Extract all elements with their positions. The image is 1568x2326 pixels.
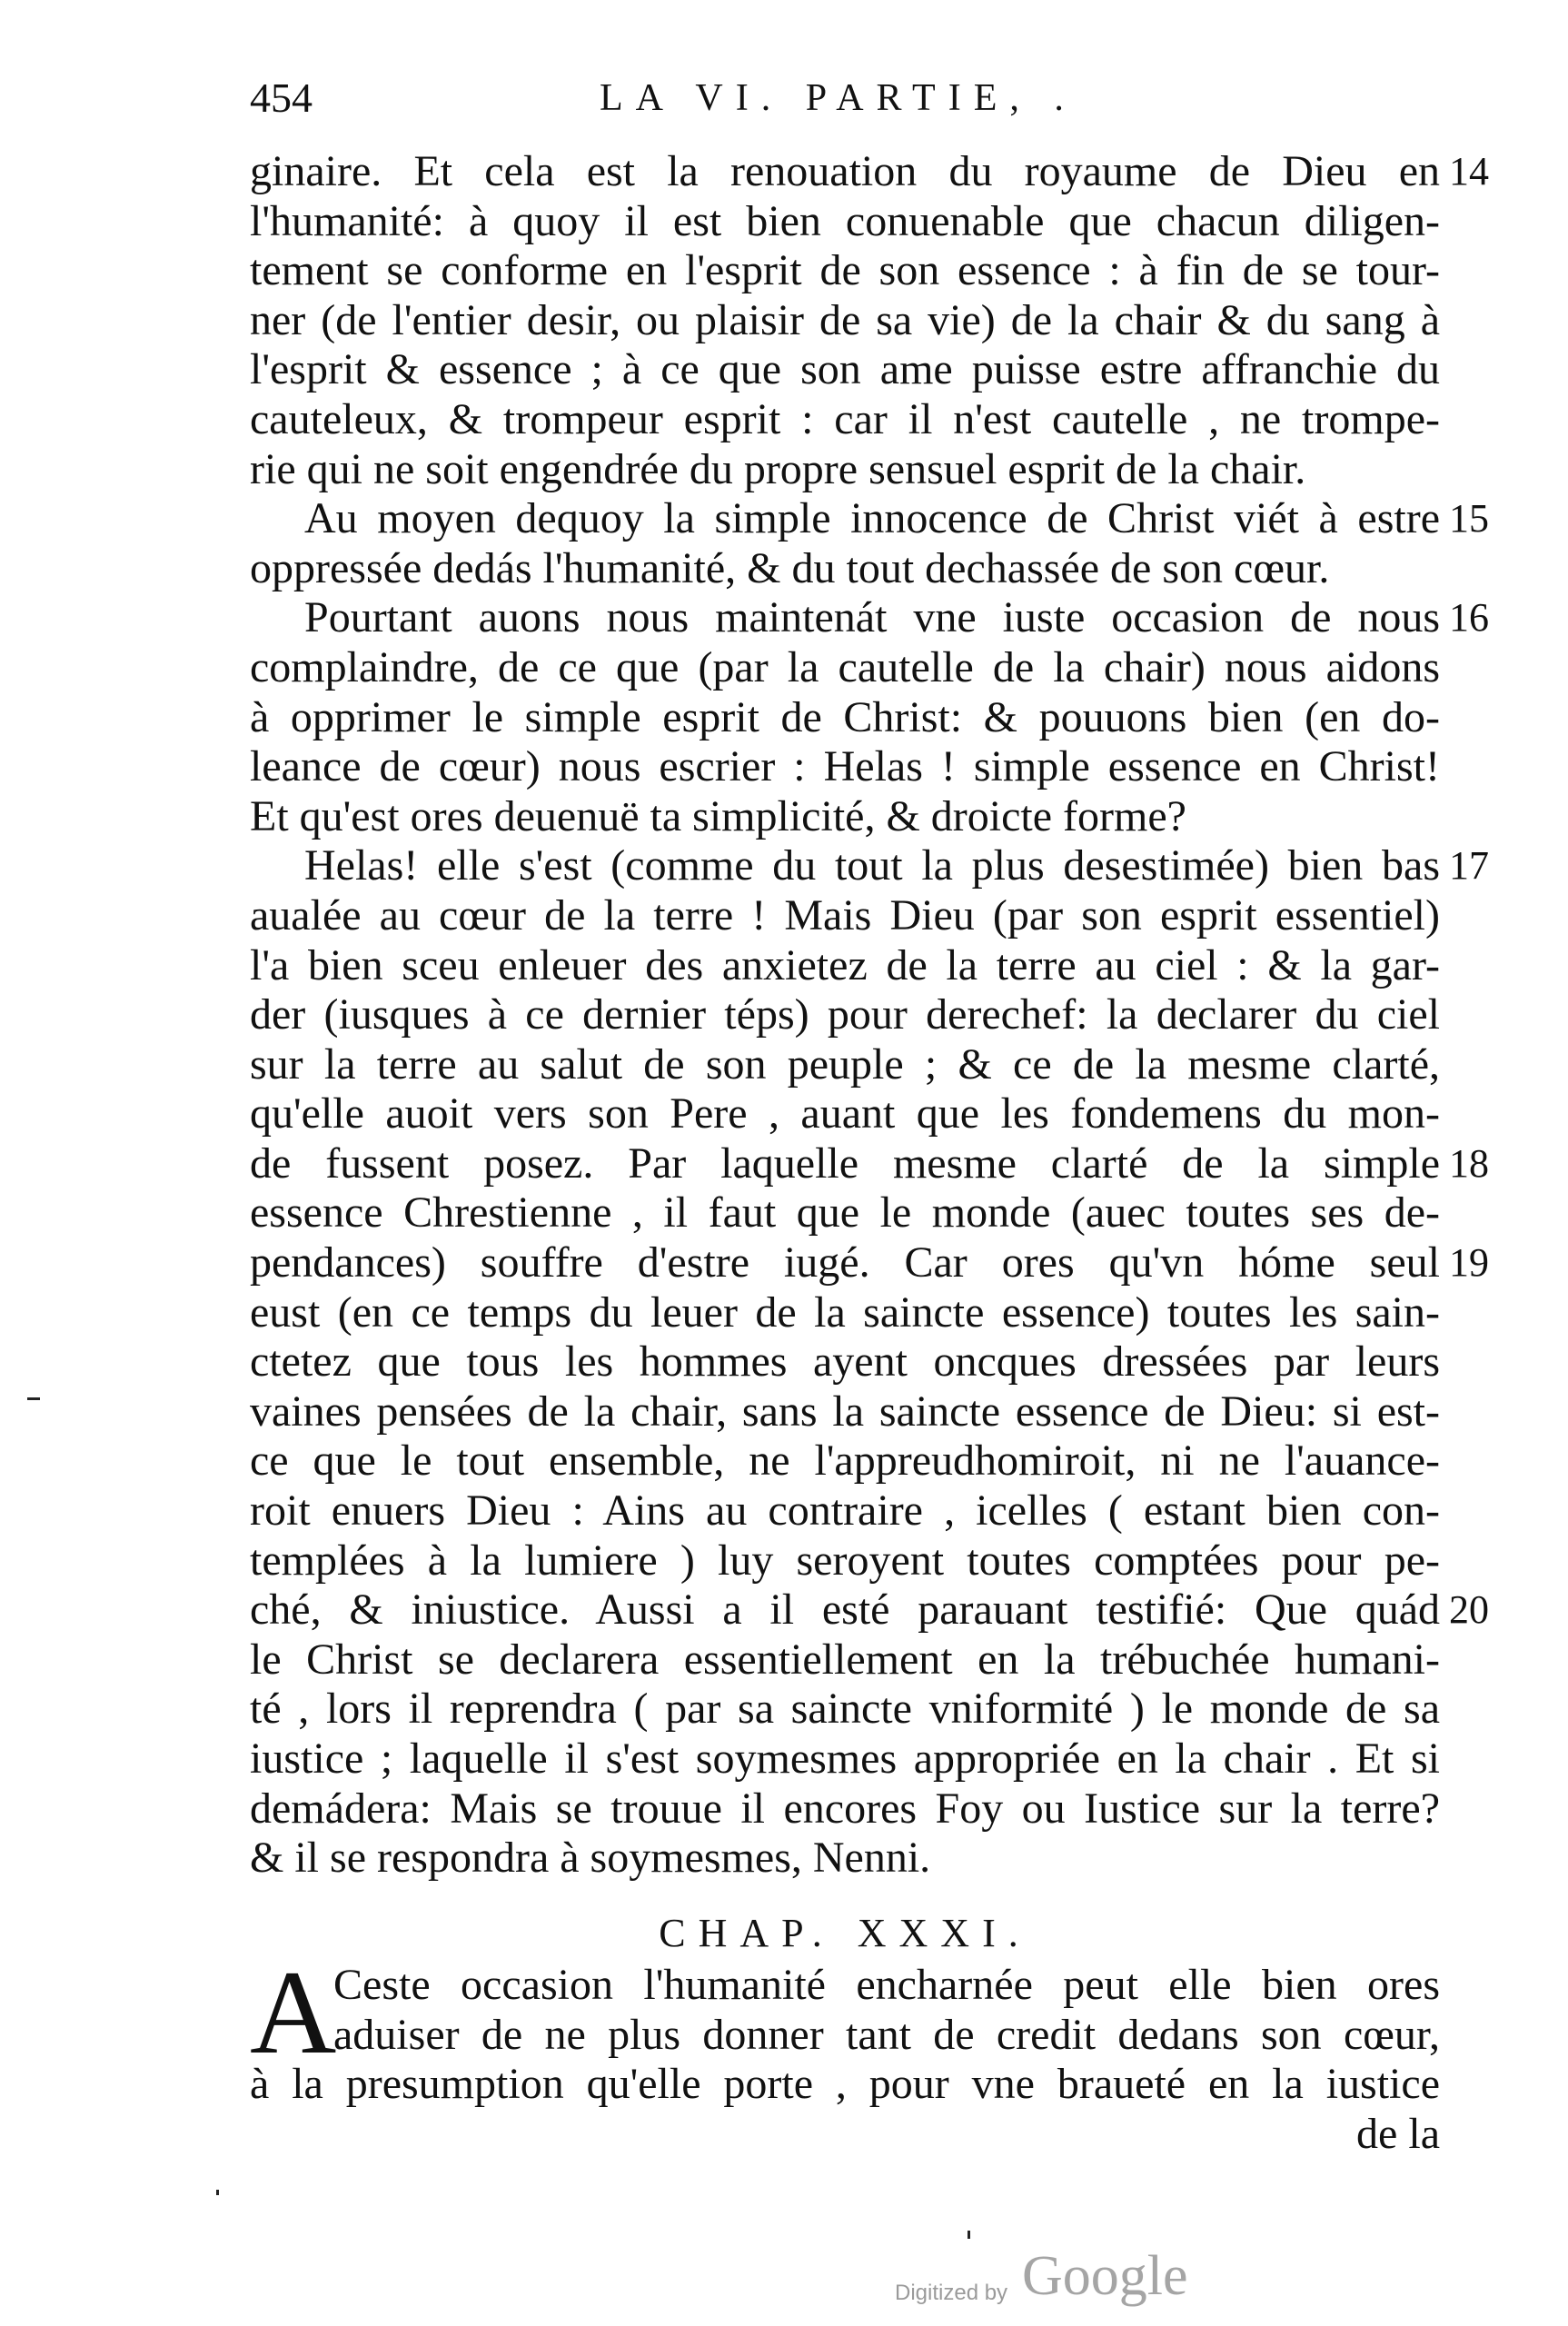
margin-mark — [968, 2231, 970, 2239]
text-line: Et qu'est ores deuenuë ta simplicité, & droicte forme? — [250, 791, 1186, 840]
text-line: der (iusques à ce dernier téps) pour derechef: la declarer du ciel — [250, 990, 1440, 1039]
text-line: aualée au cœur de la terre ! Mais Dieu (par son esprit essentiel) — [250, 890, 1440, 939]
chapter-heading: CHAP. XXXI. — [659, 1911, 1031, 1955]
verse-number: 16 — [1449, 595, 1489, 641]
text-line: ché, & iniustice. Aussi a il esté parauant testifié: Que quád — [250, 1585, 1440, 1635]
text-line: Helas! elle s'est (comme du tout la plus desestimée) bien bas — [304, 841, 1440, 890]
text-line: ce que le tout ensemble, ne l'appreudhomiroit, ni ne l'auance- — [250, 1436, 1440, 1486]
text-line: cauteleux, & trompeur esprit : car il n'est cautelle , ne trompe- — [250, 394, 1440, 443]
text-line: à opprimer le simple esprit de Christ: & pouuons bien (en do- — [250, 692, 1440, 741]
text-line: té , lors il reprendra ( par sa saincte vniformité ) le monde de sa — [250, 1685, 1440, 1734]
text-line: l'esprit & essence ; à ce que son ame puisse estre affranchie du — [250, 345, 1440, 394]
text-line: à la presumption qu'elle porte , pour vne braueté en la iustice — [250, 2060, 1440, 2109]
text-line: rie qui ne soit engendrée du propre sensuel esprit de la chair. — [250, 444, 1306, 493]
digitization-watermark — [895, 2244, 1240, 2326]
watermark-label: Digitized by — [895, 2281, 1008, 2305]
text-line: sur la terre au salut de son peuple ; & ce de la mesme clarté, — [250, 1039, 1440, 1088]
text-line: essence Chrestienne , il faut que le monde (auec toutes ses de- — [250, 1188, 1440, 1238]
verse-number: 15 — [1449, 496, 1489, 542]
margin-mark — [216, 2190, 219, 2195]
text-line: iustice ; laquelle il s'est soymesmes appropriée en la chair . Et si — [250, 1735, 1440, 1783]
text-line: l'a bien sceu enleuer des anxietez de la terre au ciel : & la gar- — [250, 940, 1440, 989]
drop-cap: A — [250, 1945, 337, 2079]
text-line: tement se conforme en l'esprit de son essence : à fin de se tour- — [250, 246, 1440, 295]
verse-number: 14 — [1449, 149, 1489, 194]
text-line: pendances) souffre d'estre iugé. Car ores qu'vn hóme seul — [250, 1238, 1440, 1287]
page-number: 454 — [250, 75, 313, 121]
verse-number: 20 — [1449, 1587, 1489, 1633]
catchword: de la — [1356, 2109, 1440, 2158]
verse-number: 18 — [1449, 1140, 1489, 1186]
margin-mark — [27, 1397, 40, 1400]
text-line: ginaire. Et cela est la renouation du royaume de Dieu en — [250, 147, 1440, 195]
text-line: le Christ se declarera essentiellement en la trébuchée humani- — [250, 1635, 1440, 1684]
text-line: vaines pensées de la chair, sans la saincte essence de Dieu: si est- — [250, 1387, 1440, 1436]
verse-number: 17 — [1449, 843, 1489, 889]
text-line: Au moyen dequoy la simple innocence de Christ viét à estre — [304, 494, 1440, 543]
text-line: roit enuers Dieu : Ains au contraire , icelles ( estant bien con- — [250, 1486, 1440, 1536]
text-line: leance de cœur) nous escrier : Helas ! simple essence en Christ! — [250, 742, 1440, 791]
text-line: demádera: Mais se trouue il encores Foy ou Iustice sur la terre? — [250, 1784, 1440, 1833]
running-header — [250, 71, 1440, 125]
text-line: Pourtant auons nous maintenát vne iuste occasion de nous — [304, 593, 1440, 642]
chapter-text — [250, 1945, 1440, 2159]
text-line: templées à la lumiere ) luy seroyent toutes comptées pour pe- — [250, 1536, 1440, 1585]
text-line: de fussent posez. Par laquelle mesme clarté de la simple — [250, 1138, 1440, 1188]
text-line: aduiser de ne plus donner tant de credit dedans son cœur, — [333, 2010, 1440, 2059]
text-line: ctetez que tous les hommes ayent oncques dressées par leurs — [250, 1337, 1440, 1387]
text-line: Ceste occasion l'humanité encharnée peut elle bien ores — [333, 1961, 1440, 2009]
text-line: complaindre, de ce que (par la cautelle de la chair) nous aidons — [250, 642, 1440, 691]
body-text — [250, 147, 1440, 1884]
text-line: qu'elle auoit vers son Pere , auant que les fondemens du mon- — [250, 1089, 1440, 1138]
verse-number: 19 — [1449, 1240, 1489, 1286]
text-line: l'humanité: à quoy il est bien conuenable que chacun diligen- — [250, 196, 1440, 245]
running-title: LA VI. PARTIE, . — [600, 77, 1077, 119]
text-line: eust (en ce temps du leuer de la saincte essence) toutes les sain- — [250, 1287, 1440, 1337]
text-line: oppressée dedás l'humanité, & du tout dechassée de son cœur. — [250, 543, 1330, 592]
google-logo: Google — [1022, 2245, 1188, 2307]
text-line: & il se respondra à soymesmes, Nenni. — [250, 1834, 931, 1883]
text-line: ner (de l'entier desir, ou plaisir de sa vie) de la chair & du sang à — [250, 295, 1440, 344]
